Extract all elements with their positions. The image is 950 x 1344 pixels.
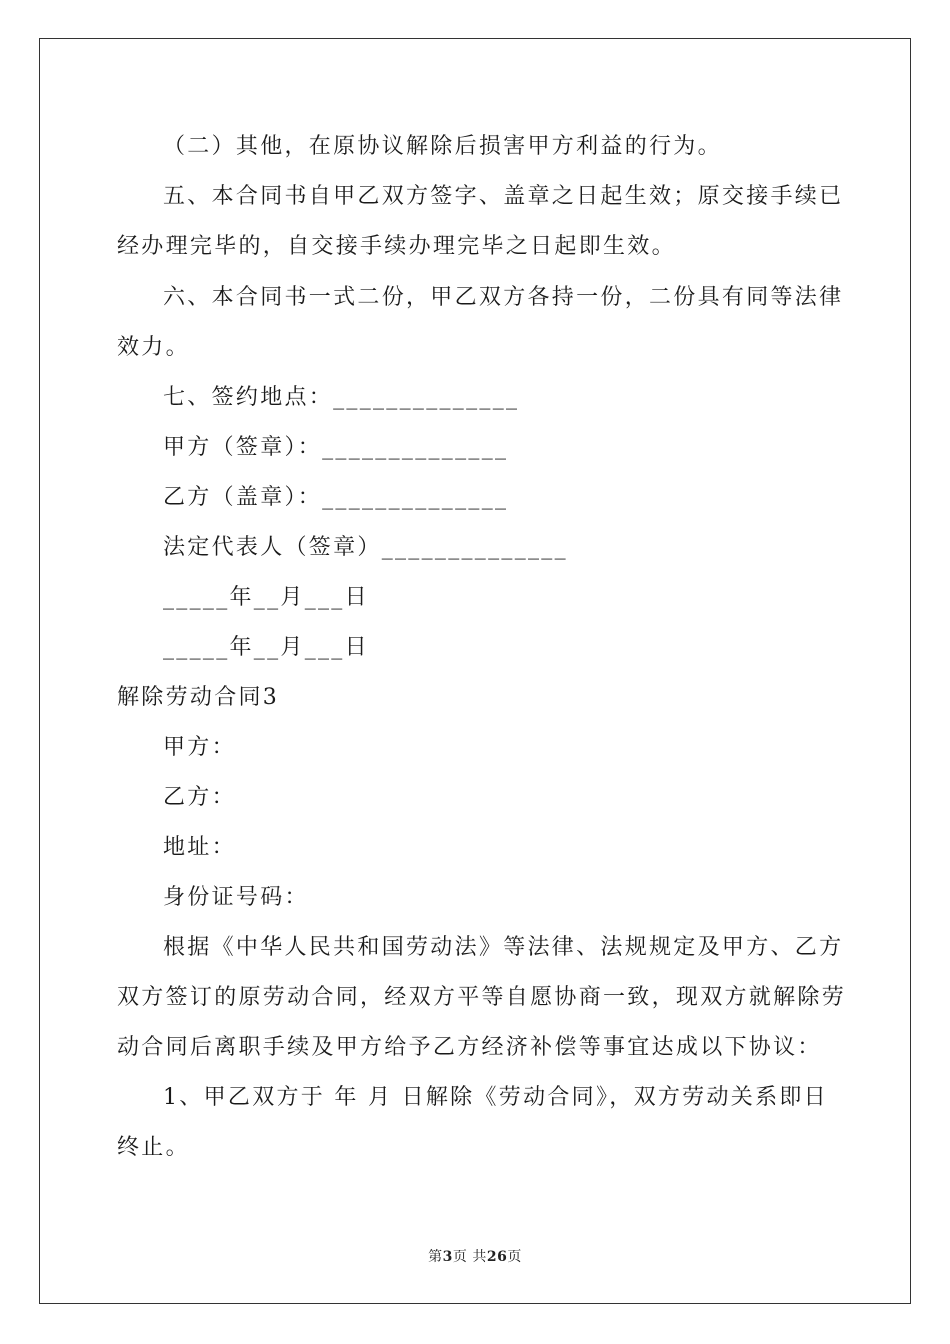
paragraph-line: 经办理完毕的，自交接手续办理完毕之日起即生效。 [117, 234, 676, 259]
footer-mid: 页 共 [452, 1249, 487, 1265]
paragraph-line: 1、甲乙双方于 年 月 日解除《劳动合同》，双方劳动关系即日 [163, 1085, 828, 1110]
section-title: 解除劳动合同3 [117, 685, 280, 710]
legal-representative: 法定代表人（签章）______________ [163, 535, 568, 560]
paragraph-line: 根据《中华人民共和国劳动法》等法律、法规规定及甲方、乙方 [163, 935, 844, 960]
paragraph-line: 双方签订的原劳动合同，经双方平等自愿协商一致，现双方就解除劳 [117, 985, 847, 1010]
paragraph-line: （二）其他，在原协议解除后损害甲方利益的行为。 [163, 134, 722, 159]
paragraph-line: 六、本合同书一式二份，甲乙双方各持一份，二份具有同等法律 [163, 285, 844, 310]
page-footer [0, 1246, 950, 1266]
current-page-number: 3 [442, 1249, 453, 1265]
party-a-signature: 甲方（签章）：______________ [163, 435, 509, 460]
footer-suffix: 页 [507, 1249, 522, 1265]
total-page-count: 26 [486, 1249, 508, 1265]
id-number-label: 身份证号码： [163, 885, 309, 910]
date-line: _____年__月___日 [163, 635, 369, 660]
address-label: 地址： [163, 835, 236, 860]
paragraph-line: 效力。 [117, 335, 190, 360]
paragraph-line: 动合同后离职手续及甲方给予乙方经济补偿等事宜达成以下协议： [117, 1035, 822, 1060]
paragraph-line: 终止。 [117, 1135, 190, 1160]
footer-prefix: 第 [428, 1249, 443, 1265]
party-b-seal: 乙方（盖章）：______________ [163, 485, 509, 510]
date-line: _____年__月___日 [163, 585, 369, 610]
signing-location: 七、签约地点：______________ [163, 385, 520, 410]
paragraph-line: 五、本合同书自甲乙双方签字、盖章之日起生效；原交接手续已 [163, 184, 844, 209]
page-border [39, 38, 911, 1304]
party-a-label: 甲方： [163, 735, 236, 760]
party-b-label: 乙方： [163, 785, 236, 810]
